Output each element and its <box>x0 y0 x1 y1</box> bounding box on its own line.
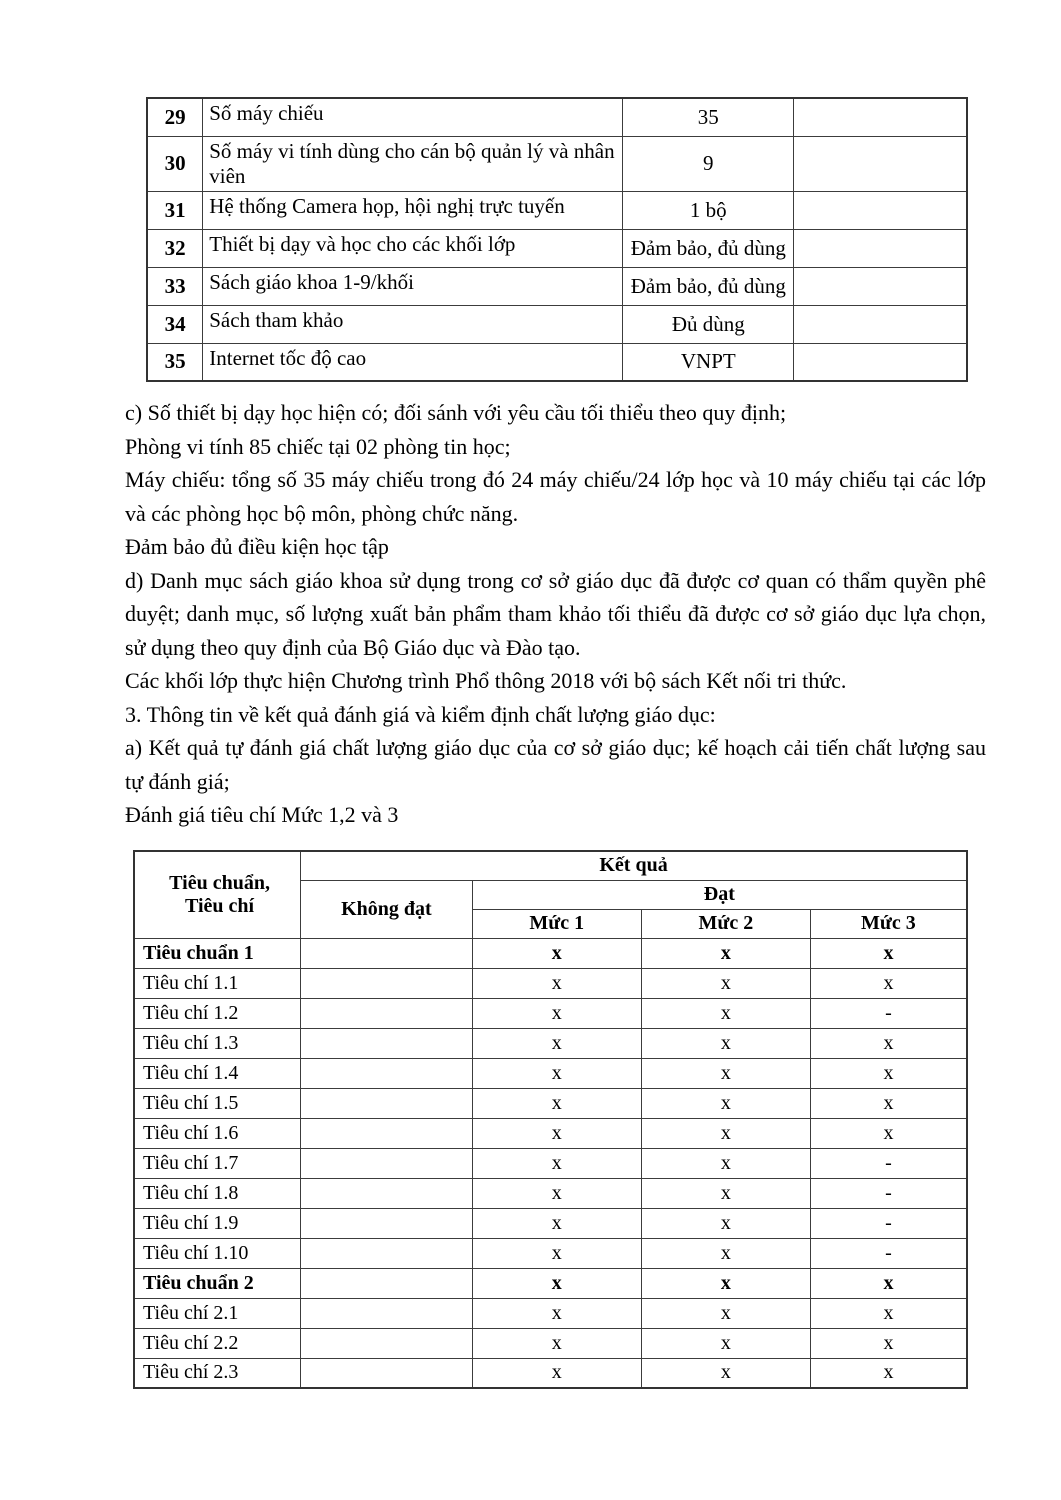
evaluation-row-criterion <box>134 1328 967 1358</box>
evaluation-cell-fail <box>301 938 473 968</box>
evaluation-cell-m2: x <box>641 1058 810 1088</box>
evaluation-row-criterion <box>134 1298 967 1328</box>
evaluation-cell-m3: x <box>810 1028 967 1058</box>
equipment-cell-note <box>794 191 967 229</box>
evaluation-cell-m3: x <box>810 1268 967 1298</box>
eval-header-level-3: Mức 3 <box>810 909 967 938</box>
evaluation-cell-fail <box>301 1178 473 1208</box>
equipment-cell-value: Đủ dùng <box>623 305 794 343</box>
evaluation-row-criterion <box>134 1028 967 1058</box>
eval-header-fail: Không đạt <box>301 880 473 938</box>
evaluation-row-criterion <box>134 1058 967 1088</box>
evaluation-cell-label: Tiêu chí 1.2 <box>134 998 301 1028</box>
evaluation-cell-m1: x <box>472 1268 641 1298</box>
equipment-cell-item: Thiết bị dạy và học cho các khối lớp <box>203 229 623 267</box>
evaluation-cell-m3: x <box>810 1088 967 1118</box>
evaluation-cell-label: Tiêu chuẩn 2 <box>134 1268 301 1298</box>
equipment-row <box>147 191 967 229</box>
eval-header-result: Kết quả <box>301 851 967 880</box>
paragraph: Máy chiếu: tổng số 35 máy chiếu trong đó 24 máy chiếu/24 lớp học và 10 máy chiếu tại các lớp và các phòng học bộ môn, phòng chức năng. <box>125 467 986 526</box>
evaluation-cell-m2: x <box>641 1238 810 1268</box>
evaluation-cell-fail <box>301 1058 473 1088</box>
evaluation-cell-label: Tiêu chí 1.1 <box>134 968 301 998</box>
equipment-cell-no: 29 <box>147 98 203 136</box>
paragraph: a) Kết quả tự đánh giá chất lượng giáo dục của cơ sở giáo dục; kế hoạch cải tiến chất lượng sau tự đánh giá; <box>125 735 986 794</box>
equipment-cell-item: Sách tham khảo <box>203 305 623 343</box>
evaluation-cell-m1: x <box>472 1088 641 1118</box>
body-text <box>125 396 986 832</box>
evaluation-cell-label: Tiêu chí 1.8 <box>134 1178 301 1208</box>
evaluation-cell-m1: x <box>472 1208 641 1238</box>
evaluation-row-criterion <box>134 1118 967 1148</box>
paragraph: c) Số thiết bị dạy học hiện có; đối sánh với yêu cầu tối thiểu theo quy định; <box>125 400 787 425</box>
equipment-cell-note <box>794 305 967 343</box>
evaluation-cell-m2: x <box>641 938 810 968</box>
equipment-cell-no: 33 <box>147 267 203 305</box>
equipment-cell-note <box>794 267 967 305</box>
eval-header-level-1: Mức 1 <box>472 909 641 938</box>
evaluation-cell-m1: x <box>472 1058 641 1088</box>
equipment-cell-note <box>794 136 967 191</box>
equipment-cell-value: 1 bộ <box>623 191 794 229</box>
evaluation-cell-m2: x <box>641 1358 810 1388</box>
evaluation-table-body <box>134 938 967 1388</box>
eval-header-level-2: Mức 2 <box>641 909 810 938</box>
evaluation-row-criterion <box>134 1178 967 1208</box>
evaluation-row-standard <box>134 1268 967 1298</box>
evaluation-row-criterion <box>134 1088 967 1118</box>
evaluation-cell-label: Tiêu chuẩn 1 <box>134 938 301 968</box>
evaluation-cell-fail <box>301 1268 473 1298</box>
evaluation-row-criterion <box>134 1148 967 1178</box>
evaluation-cell-fail <box>301 1118 473 1148</box>
equipment-row <box>147 98 967 136</box>
evaluation-cell-m3: - <box>810 998 967 1028</box>
equipment-cell-no: 32 <box>147 229 203 267</box>
evaluation-cell-m1: x <box>472 1148 641 1178</box>
evaluation-cell-label: Tiêu chí 1.10 <box>134 1238 301 1268</box>
evaluation-cell-fail <box>301 998 473 1028</box>
equipment-row <box>147 343 967 381</box>
evaluation-cell-m2: x <box>641 1028 810 1058</box>
equipment-cell-note <box>794 229 967 267</box>
evaluation-cell-m2: x <box>641 968 810 998</box>
equipment-cell-no: 31 <box>147 191 203 229</box>
evaluation-cell-fail <box>301 1088 473 1118</box>
paragraph: Đánh giá tiêu chí Mức 1,2 và 3 <box>125 802 399 827</box>
evaluation-cell-m1: x <box>472 1298 641 1328</box>
evaluation-cell-m1: x <box>472 1028 641 1058</box>
evaluation-cell-fail <box>301 968 473 998</box>
evaluation-cell-m3: x <box>810 1328 967 1358</box>
equipment-cell-item: Hệ thống Camera họp, hội nghị trực tuyến <box>203 191 623 229</box>
eval-header-criteria-line2: Tiêu chí <box>185 894 255 917</box>
paragraph: Các khối lớp thực hiện Chương trình Phổ thông 2018 với bộ sách Kết nối tri thức. <box>125 668 847 693</box>
eval-header-criteria <box>134 851 301 938</box>
evaluation-cell-label: Tiêu chí 2.1 <box>134 1298 301 1328</box>
evaluation-cell-m1: x <box>472 1358 641 1388</box>
evaluation-cell-m3: x <box>810 968 967 998</box>
evaluation-cell-m2: x <box>641 1208 810 1238</box>
paragraph: 3. Thông tin về kết quả đánh giá và kiểm định chất lượng giáo dục: <box>125 701 716 727</box>
equipment-cell-no: 35 <box>147 343 203 381</box>
paragraph: Phòng vi tính 85 chiếc tại 02 phòng tin học; <box>125 433 511 459</box>
equipment-table <box>146 97 968 382</box>
equipment-cell-no: 34 <box>147 305 203 343</box>
evaluation-cell-fail <box>301 1238 473 1268</box>
evaluation-cell-label: Tiêu chí 1.3 <box>134 1028 301 1058</box>
equipment-row <box>147 229 967 267</box>
equipment-cell-note <box>794 98 967 136</box>
evaluation-cell-m2: x <box>641 998 810 1028</box>
evaluation-cell-m3: - <box>810 1208 967 1238</box>
equipment-cell-item: Số máy vi tính dùng cho cán bộ quản lý và nhân viên <box>203 136 623 191</box>
evaluation-cell-label: Tiêu chí 1.5 <box>134 1088 301 1118</box>
evaluation-row-standard <box>134 938 967 968</box>
equipment-table-body <box>147 98 967 381</box>
eval-header-pass: Đạt <box>472 880 967 909</box>
evaluation-cell-m3: - <box>810 1238 967 1268</box>
evaluation-cell-m2: x <box>641 1118 810 1148</box>
evaluation-row-criterion <box>134 1238 967 1268</box>
evaluation-cell-m3: x <box>810 1058 967 1088</box>
paragraph: d) Danh mục sách giáo khoa sử dụng trong cơ sở giáo dục đã được cơ quan có thẩm quyền phê duyệt; danh mục, số lượng xuất bản phẩm tham khảo tối thiểu đã được cơ sở giáo dục lựa chọn, sử dụng theo quy định của Bộ Giáo dục và Đào tạo. <box>125 567 986 660</box>
evaluation-cell-m1: x <box>472 968 641 998</box>
equipment-cell-value: 35 <box>623 98 794 136</box>
evaluation-cell-m2: x <box>641 1328 810 1358</box>
evaluation-cell-label: Tiêu chí 1.4 <box>134 1058 301 1088</box>
evaluation-cell-m2: x <box>641 1088 810 1118</box>
evaluation-cell-fail <box>301 1328 473 1358</box>
evaluation-row-criterion <box>134 998 967 1028</box>
evaluation-cell-m1: x <box>472 938 641 968</box>
evaluation-cell-fail <box>301 1358 473 1388</box>
evaluation-cell-m1: x <box>472 1238 641 1268</box>
evaluation-cell-m1: x <box>472 1118 641 1148</box>
equipment-cell-item: Sách giáo khoa 1-9/khối <box>203 267 623 305</box>
evaluation-cell-m2: x <box>641 1148 810 1178</box>
evaluation-cell-label: Tiêu chí 1.9 <box>134 1208 301 1238</box>
equipment-row <box>147 136 967 191</box>
evaluation-cell-fail <box>301 1028 473 1058</box>
equipment-row <box>147 305 967 343</box>
evaluation-cell-fail <box>301 1148 473 1178</box>
equipment-cell-value: 9 <box>623 136 794 191</box>
equipment-cell-no: 30 <box>147 136 203 191</box>
evaluation-cell-m3: x <box>810 1358 967 1388</box>
evaluation-cell-m3: - <box>810 1148 967 1178</box>
equipment-cell-note <box>794 343 967 381</box>
evaluation-cell-fail <box>301 1298 473 1328</box>
equipment-cell-value: Đảm bảo, đủ dùng <box>623 267 794 305</box>
evaluation-row-criterion <box>134 1208 967 1238</box>
equipment-cell-value: Đảm bảo, đủ dùng <box>623 229 794 267</box>
evaluation-cell-label: Tiêu chí 1.7 <box>134 1148 301 1178</box>
evaluation-row-criterion <box>134 968 967 998</box>
evaluation-cell-m1: x <box>472 998 641 1028</box>
evaluation-cell-m2: x <box>641 1268 810 1298</box>
evaluation-cell-m1: x <box>472 1328 641 1358</box>
evaluation-cell-m3: x <box>810 1298 967 1328</box>
evaluation-cell-m3: x <box>810 1118 967 1148</box>
evaluation-cell-label: Tiêu chí 2.3 <box>134 1358 301 1388</box>
paragraph: Đảm bảo đủ điều kiện học tập <box>125 534 389 559</box>
equipment-cell-item: Số máy chiếu <box>203 98 623 136</box>
equipment-cell-value: VNPT <box>623 343 794 381</box>
evaluation-cell-fail <box>301 1208 473 1238</box>
evaluation-cell-m3: - <box>810 1178 967 1208</box>
evaluation-cell-label: Tiêu chí 2.2 <box>134 1328 301 1358</box>
evaluation-cell-m2: x <box>641 1298 810 1328</box>
equipment-cell-item: Internet tốc độ cao <box>203 343 623 381</box>
evaluation-cell-label: Tiêu chí 1.6 <box>134 1118 301 1148</box>
evaluation-cell-m1: x <box>472 1178 641 1208</box>
evaluation-cell-m2: x <box>641 1178 810 1208</box>
evaluation-row-criterion <box>134 1358 967 1388</box>
eval-header-criteria-line1: Tiêu chuẩn, <box>169 871 270 894</box>
evaluation-table <box>133 850 968 1389</box>
evaluation-cell-m3: x <box>810 938 967 968</box>
equipment-row <box>147 267 967 305</box>
